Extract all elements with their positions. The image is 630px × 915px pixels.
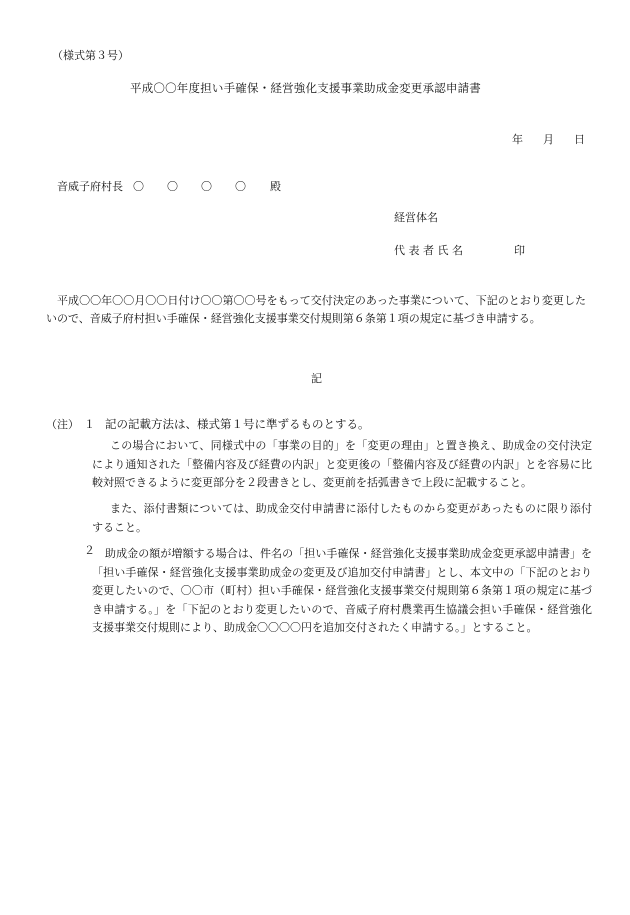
note-1-paragraph-2: この場合において、同様式中の「事業の目的」を「変更の理由」と置き換え、助成金の交付決定により通知された「整備内容及び経費の内訳」と変更後の「整備内容及び経費の内訳」とを容易に比較対照できるように変更部分を２段書きとし、変更前を括弧書きで上段に記載すること。 xyxy=(92,439,592,489)
ki-heading: 記 xyxy=(311,372,322,385)
date-month: 月 xyxy=(543,133,554,146)
note-2-text: 助成金の額が増額する場合は、件名の「担い手確保・経営強化支援事業助成金変更承認申請書」を「担い手確保・経営強化支援事業助成金の変更及び追加交付申請書」とし、本文中の「下記のとおり変更したいので、〇〇市（町村）担い手確保・経営強化支援事業交付規則第６条第１項の規定に基づき申請する。」を「下記のとおり変更したいので、音威子府村農業再生協議会担い手確保・経営強化支援事業交付規則により、助成金〇〇〇〇円を追加交付されたく申請する。」とすること。 xyxy=(92,547,592,634)
notes-label: （注） xyxy=(46,418,79,431)
note-1-main: 記の記載方法は、様式第１号に準ずるものとする。 xyxy=(105,417,370,431)
addressee-line xyxy=(57,181,281,192)
body-paragraph: 平成〇〇年〇〇月〇〇日付け〇〇第〇〇号をもって交付決定のあった事業について、下記のとおり変更したいので、音威子府村担い手確保・経営強化支援事業交付規則第６条第１項の規定に基づき申請する。 xyxy=(46,294,586,325)
note-2-number: ２ xyxy=(84,544,95,557)
seal-mark: 印 xyxy=(514,244,525,257)
form-number: （様式第３号） xyxy=(52,49,129,62)
note-1-paragraph-3: また、添付書類については、助成金交付申請書に添付したものから変更があったものに限り添付すること。 xyxy=(92,502,592,534)
addressee-honorific: 殿 xyxy=(270,180,281,193)
date-day: 日 xyxy=(574,133,585,146)
representative-label: 代表者氏名 xyxy=(394,244,467,257)
date-line xyxy=(512,134,585,145)
addressee-placeholder: 〇 〇 〇 〇 xyxy=(133,180,252,193)
date-year: 年 xyxy=(512,133,523,146)
organization-label: 経営体名 xyxy=(394,211,438,224)
document-title: 平成〇〇年度担い手確保・経営強化支援事業助成金変更承認申請書 xyxy=(130,81,481,95)
note-1-number: １ xyxy=(84,418,95,431)
addressee-name: 音威子府村長 xyxy=(57,180,123,193)
